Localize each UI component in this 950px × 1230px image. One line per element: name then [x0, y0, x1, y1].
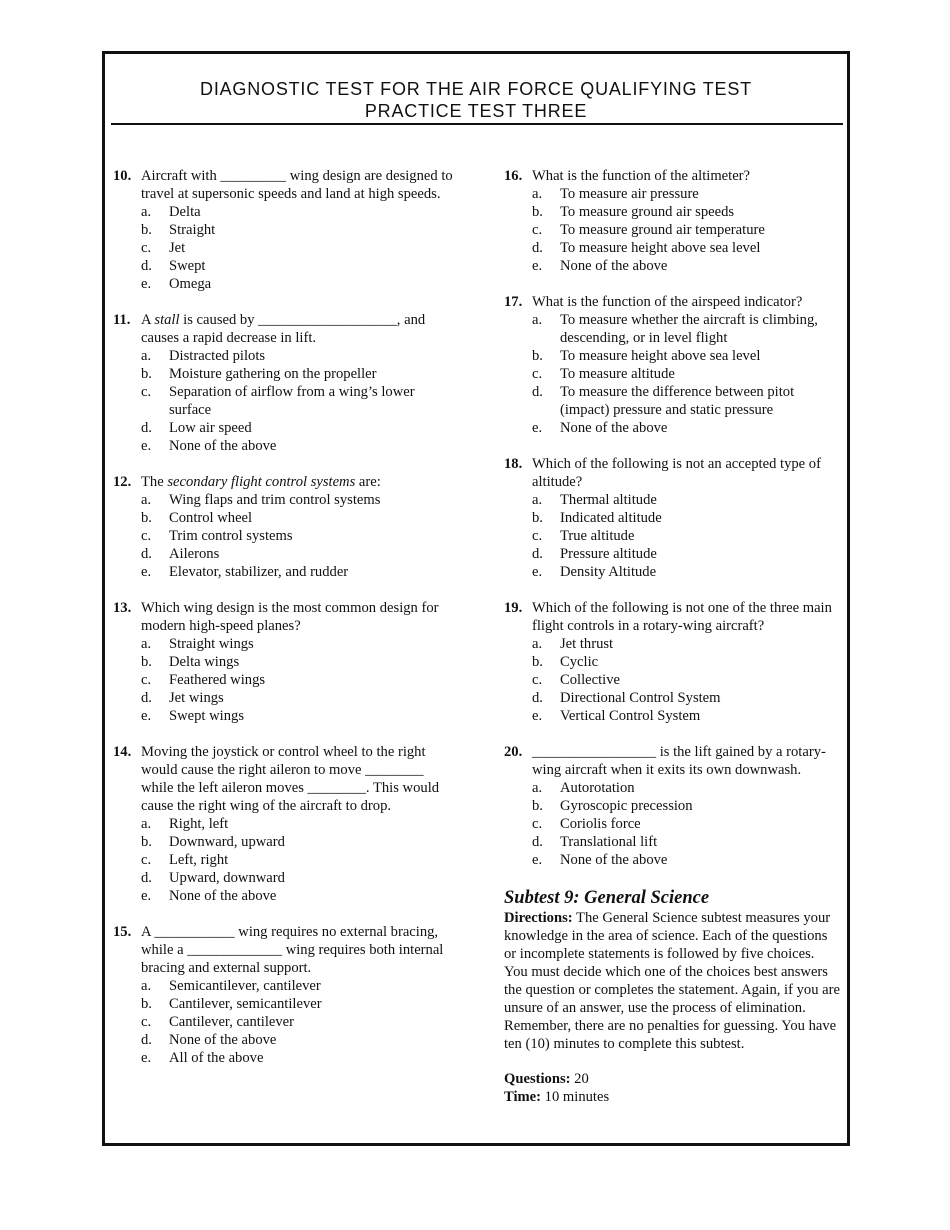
question-number: 16. [504, 168, 523, 184]
choice-d [504, 689, 840, 707]
choice-letter: a. [141, 816, 152, 832]
choice-letter: a. [141, 492, 152, 508]
choice-text: Wing flaps and trim control systems [169, 492, 381, 508]
choice-text: Ailerons [169, 546, 220, 562]
choice-a [504, 491, 840, 509]
choice-e [113, 563, 453, 581]
choice-text: Jet wings [169, 690, 224, 706]
choice-b [504, 347, 840, 365]
question-number: 17. [504, 294, 523, 310]
choice-b [113, 365, 453, 383]
choice-e [504, 563, 840, 581]
choice-text: Cantilever, semicantilever [169, 996, 322, 1012]
choice-letter: e. [532, 852, 543, 868]
choice-text: Jet thrust [560, 636, 614, 652]
stem-part: is caused by ___________________, and causes a rapid decrease in lift. [141, 312, 426, 346]
choice-text: Swept wings [169, 708, 244, 724]
choice-c [113, 383, 453, 419]
question-stem: Which wing design is the most common design for modern high-speed planes? [141, 600, 439, 634]
question-number: 10. [113, 168, 132, 184]
subtest-time [504, 1088, 840, 1106]
choice-letter: a. [532, 780, 543, 796]
choice-letter: c. [532, 672, 543, 688]
choice-letter: d. [141, 546, 152, 562]
choice-b [113, 653, 453, 671]
choice-d [113, 1031, 453, 1049]
choice-text: To measure height above sea level [560, 240, 761, 256]
choice-c [113, 1013, 453, 1031]
choice-text: Omega [169, 276, 212, 292]
choice-letter: e. [532, 564, 543, 580]
choice-b [504, 653, 840, 671]
choice-text: Moisture gathering on the propeller [169, 366, 377, 382]
choice-text: To measure ground air temperature [560, 222, 765, 238]
question-number: 12. [113, 474, 132, 490]
choice-letter: b. [532, 348, 543, 364]
choice-letter: b. [532, 798, 543, 814]
stem-part: are: [355, 474, 381, 490]
choice-text: None of the above [169, 888, 277, 904]
choice-text: Distracted pilots [169, 348, 266, 364]
choice-text: Delta wings [169, 654, 240, 670]
choice-letter: e. [141, 276, 152, 292]
question-stem: What is the function of the altimeter? [532, 168, 751, 184]
question-stem: Which of the following is not an accepted type of altitude? [532, 456, 821, 490]
choice-letter: c. [532, 816, 543, 832]
choice-text: Thermal altitude [560, 492, 657, 508]
choice-letter: b. [141, 654, 152, 670]
choice-text: Straight wings [169, 636, 254, 652]
question-number: 19. [504, 600, 523, 616]
choice-d [504, 383, 840, 419]
choice-text: None of the above [169, 438, 277, 454]
choice-b [504, 203, 840, 221]
choice-letter: c. [141, 1014, 152, 1030]
choice-a [113, 977, 453, 995]
question-stem: Which of the following is not one of the three main flight controls in a rotary-wing aircraft? [532, 600, 832, 634]
choice-text: None of the above [560, 852, 668, 868]
choice-letter: e. [141, 1050, 152, 1066]
choice-letter: a. [532, 186, 543, 202]
question-14 [113, 743, 453, 905]
choice-text: Coriolis force [560, 816, 641, 832]
choice-c [504, 527, 840, 545]
page-frame [102, 51, 850, 1146]
time-value: 10 minutes [541, 1089, 610, 1105]
choice-letter: d. [141, 1032, 152, 1048]
choice-a [504, 779, 840, 797]
choice-letter: c. [141, 528, 152, 544]
choice-letter: d. [141, 258, 152, 274]
choice-e [504, 257, 840, 275]
header-title-line1: DIAGNOSTIC TEST FOR THE AIR FORCE QUALIFYING TEST [200, 79, 752, 99]
choice-text: Right, left [169, 816, 229, 832]
choice-letter: a. [141, 204, 152, 220]
choice-letter: d. [532, 546, 543, 562]
choice-e [113, 887, 453, 905]
choice-letter: a. [532, 492, 543, 508]
choice-c [504, 221, 840, 239]
choice-letter: b. [532, 204, 543, 220]
question-stem: _________________ is the lift gained by a rotary-wing aircraft when it exits its own downwash. [532, 744, 826, 778]
choice-b [113, 509, 453, 527]
choice-text: To measure height above sea level [560, 348, 761, 364]
choice-letter: d. [141, 420, 152, 436]
choice-a [504, 635, 840, 653]
choice-text: To measure air pressure [560, 186, 699, 202]
choice-e [113, 1049, 453, 1067]
choice-letter: b. [141, 222, 152, 238]
choice-text: Cantilever, cantilever [169, 1014, 295, 1030]
choice-letter: c. [141, 852, 152, 868]
choice-text: Cyclic [560, 654, 599, 670]
choice-letter: b. [141, 366, 152, 382]
subtest-directions [504, 909, 840, 1053]
choice-a [504, 311, 840, 347]
time-label: Time: [504, 1089, 542, 1105]
question-number: 14. [113, 744, 132, 760]
choice-b [504, 797, 840, 815]
subtest-title: Subtest 9: General Science [504, 888, 710, 908]
choice-c [504, 815, 840, 833]
choice-d [113, 419, 453, 437]
question-stem [141, 473, 453, 491]
questions-value: 20 [570, 1071, 589, 1087]
choice-text: To measure ground air speeds [560, 204, 735, 220]
choice-text: Left, right [169, 852, 229, 868]
choice-text: Swept [169, 258, 206, 274]
choice-b [504, 509, 840, 527]
choice-letter: c. [141, 384, 152, 400]
question-15 [113, 923, 453, 1067]
choice-letter: d. [532, 834, 543, 850]
choice-text: Straight [169, 222, 216, 238]
choice-text: Vertical Control System [560, 708, 701, 724]
choice-text: All of the above [169, 1050, 264, 1066]
choice-c [504, 671, 840, 689]
question-number: 13. [113, 600, 132, 616]
choice-a [504, 185, 840, 203]
choice-letter: a. [141, 978, 152, 994]
choice-letter: d. [141, 870, 152, 886]
choice-text: To measure the difference between pitot (impact) pressure and static pressure [560, 384, 795, 418]
stem-part: The [141, 474, 168, 490]
choice-text: Feathered wings [169, 672, 266, 688]
choice-letter: b. [141, 510, 152, 526]
choice-letter: a. [532, 312, 543, 328]
choice-c [113, 851, 453, 869]
questions-label: Questions: [504, 1071, 571, 1087]
question-20 [504, 743, 840, 869]
left-column [113, 167, 453, 1085]
question-number: 11. [113, 312, 131, 328]
choice-text: Control wheel [169, 510, 253, 526]
choice-letter: a. [141, 636, 152, 652]
question-stem [141, 311, 453, 347]
choice-text: Translational lift [560, 834, 658, 850]
choice-text: Trim control systems [169, 528, 293, 544]
choice-text: Gyroscopic precession [560, 798, 693, 814]
question-10 [113, 167, 453, 293]
choice-b [113, 833, 453, 851]
stem-part: A [141, 312, 155, 328]
choice-text: Indicated altitude [560, 510, 662, 526]
question-17 [504, 293, 840, 437]
choice-letter: b. [141, 834, 152, 850]
choice-c [113, 671, 453, 689]
choice-e [113, 707, 453, 725]
choice-text: None of the above [560, 258, 668, 274]
subtest-questions [504, 1070, 840, 1088]
question-11 [113, 311, 453, 455]
choice-text: Low air speed [169, 420, 252, 436]
choice-letter: d. [532, 690, 543, 706]
question-13 [113, 599, 453, 725]
choice-letter: d. [141, 690, 152, 706]
choice-letter: e. [532, 258, 543, 274]
choice-d [113, 545, 453, 563]
choice-text: Directional Control System [560, 690, 721, 706]
question-stem: Moving the joystick or control wheel to the right would cause the right aileron to move ________ while the left aileron moves ________. This would cause the right wing of the aircraft to drop. [141, 744, 440, 814]
header-title-line2: PRACTICE TEST THREE [364, 101, 588, 121]
choice-letter: c. [141, 240, 152, 256]
choice-e [113, 437, 453, 455]
choice-text: Density Altitude [560, 564, 657, 580]
question-16 [504, 167, 840, 275]
stem-italic-term: secondary flight control systems [167, 474, 356, 490]
choice-letter: a. [532, 636, 543, 652]
choice-letter: d. [532, 240, 543, 256]
question-19 [504, 599, 840, 725]
choice-a [113, 347, 453, 365]
question-12 [113, 473, 453, 581]
choice-d [504, 545, 840, 563]
choice-text: Pressure altitude [560, 546, 657, 562]
choice-c [113, 239, 453, 257]
choice-text: Upward, downward [169, 870, 285, 886]
question-number: 18. [504, 456, 523, 472]
choice-d [113, 257, 453, 275]
choice-c [504, 365, 840, 383]
choice-d [504, 239, 840, 257]
stem-italic-term: stall [154, 312, 180, 328]
page-header [105, 78, 847, 122]
subtest-section [504, 887, 840, 1106]
choice-letter: e. [141, 564, 152, 580]
choice-text: Elevator, stabilizer, and rudder [169, 564, 349, 580]
question-number: 20. [504, 744, 523, 760]
question-stem: A ___________ wing requires no external bracing, while a _____________ wing requires both internal bracing and external support. [141, 924, 444, 976]
choice-text: Collective [560, 672, 620, 688]
question-stem: Aircraft with _________ wing design are designed to travel at supersonic speeds and land at high speeds. [141, 168, 453, 202]
right-column [504, 167, 840, 1106]
directions-text: The General Science subtest measures your knowledge in the area of science. Each of the questions or incomplete statements is followed by five choices. You must decide which one of the choices best answers the question or completes the statement. Again, if you are unsure of an answer, use the process of elimination. Remember, there are no penalties for guessing. You have ten (10) minutes to complete this subtest. [504, 910, 840, 1052]
choice-text: To measure whether the aircraft is climbing, descending, or in level flight [560, 312, 818, 346]
choice-c [113, 527, 453, 545]
choice-text: Autorotation [560, 780, 635, 796]
header-divider [111, 123, 843, 125]
directions-label: Directions: [504, 910, 573, 926]
choice-letter: c. [141, 672, 152, 688]
choice-letter: a. [141, 348, 152, 364]
choice-text: To measure altitude [560, 366, 675, 382]
choice-a [113, 491, 453, 509]
choice-d [113, 869, 453, 887]
choice-letter: b. [141, 996, 152, 1012]
choice-letter: b. [532, 510, 543, 526]
choice-letter: e. [141, 888, 152, 904]
choice-e [504, 419, 840, 437]
choice-letter: e. [532, 420, 543, 436]
question-18 [504, 455, 840, 581]
question-stem: What is the function of the airspeed indicator? [532, 294, 803, 310]
choice-letter: c. [532, 366, 543, 382]
choice-letter: e. [532, 708, 543, 724]
choice-text: Separation of airflow from a wing’s lower surface [169, 384, 415, 418]
choice-e [504, 707, 840, 725]
choice-text: True altitude [560, 528, 635, 544]
question-number: 15. [113, 924, 132, 940]
choice-a [113, 203, 453, 221]
choice-b [113, 221, 453, 239]
choice-text: None of the above [560, 420, 668, 436]
choice-text: Delta [169, 204, 201, 220]
choice-e [113, 275, 453, 293]
choice-letter: e. [141, 708, 152, 724]
choice-e [504, 851, 840, 869]
choice-letter: c. [532, 528, 543, 544]
choice-text: Downward, upward [169, 834, 285, 850]
choice-text: Semicantilever, cantilever [169, 978, 321, 994]
choice-a [113, 815, 453, 833]
choice-text: Jet [169, 240, 186, 256]
choice-letter: c. [532, 222, 543, 238]
choice-text: None of the above [169, 1032, 277, 1048]
choice-letter: d. [532, 384, 543, 400]
choice-b [113, 995, 453, 1013]
choice-letter: b. [532, 654, 543, 670]
choice-d [113, 689, 453, 707]
choice-letter: e. [141, 438, 152, 454]
choice-d [504, 833, 840, 851]
choice-a [113, 635, 453, 653]
